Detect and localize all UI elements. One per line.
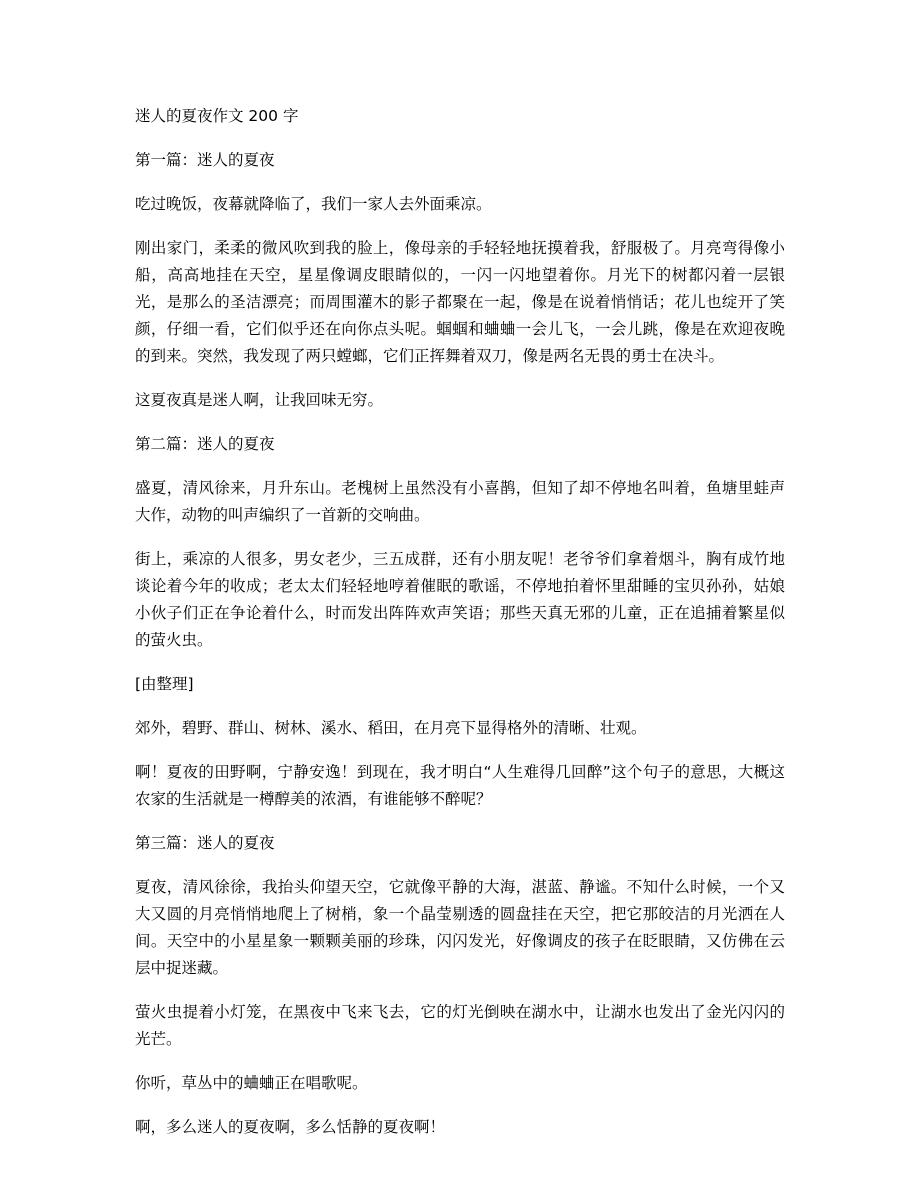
paragraph: 啊！夏夜的田野啊，宁静安逸！到现在，我才明白“人生难得几回醉”这个句子的意思，大概这农家的生活就是一樽醇美的浓酒，有谁能够不醉呢？ — [135, 763, 785, 808]
document-body — [135, 103, 785, 1158]
paragraph: 啊，多么迷人的夏夜啊，多么恬静的夏夜啊！ — [135, 1118, 446, 1136]
paragraph: 郊外，碧野、群山、树林、溪水、稻田，在月亮下显得格外的清晰、壮观。 — [135, 719, 647, 737]
paragraph: 这夏夜真是迷人啊，让我回味无穷。 — [135, 391, 384, 409]
paragraph: [由整理] — [135, 675, 194, 693]
section-heading: 第一篇：迷人的夏夜 — [135, 151, 275, 169]
section-heading: 第三篇：迷人的夏夜 — [135, 834, 275, 852]
paragraph: 萤火虫提着小灯笼，在黑夜中飞来飞去，它的灯光倒映在湖水中，让湖水也发出了金光闪闪的光芒。 — [135, 1003, 785, 1048]
paragraph: 街上，乘凉的人很多，男女老少，三五成群，还有小朋友呢！老爷爷们拿着烟斗，胸有成竹地谈论着今年的收成；老太太们轻轻地哼着催眠的歌谣，不停地拍着怀里甜睡的宝贝孙孙，姑娘小伙子们正在争论着什么，时而发出阵阵欢声笑语；那些天真无邪的儿童，正在追捕着繁星似的萤火虫。 — [135, 550, 785, 649]
paragraph: 吃过晚饭，夜幕就降临了，我们一家人去外面乘凉。 — [135, 195, 492, 213]
paragraph: 你听，草丛中的蛐蛐正在唱歌呢。 — [135, 1074, 368, 1092]
section-heading: 第二篇：迷人的夏夜 — [135, 435, 275, 453]
paragraph: 刚出家门，柔柔的微风吹到我的脸上，像母亲的手轻轻地抚摸着我，舒服极了。月亮弯得像小船，高高地挂在天空，星星像调皮眼睛似的，一闪一闪地望着你。月光下的树都闪着一层银光，是那么的圣洁漂亮；而周围灌木的影子都聚在一起，像是在说着悄悄话；花儿也绽开了笑颜，仔细一看，它们似乎还在向你点头呢。蝈蝈和蛐蛐一会儿飞，一会儿跳，像是在欢迎夜晚的到来。突然，我发现了两只螳螂，它们正挥舞着双刀，像是两名无畏的勇士在决斗。 — [135, 239, 785, 365]
paragraph: 盛夏，清风徐来，月升东山。老槐树上虽然没有小喜鹊，但知了却不停地名叫着，鱼塘里蛙声大作，动物的叫声编织了一首新的交响曲。 — [135, 479, 785, 524]
paragraph: 夏夜，清风徐徐，我抬头仰望天空，它就像平静的大海，湛蓝、静谧。不知什么时候，一个又大又圆的月亮悄悄地爬上了树梢，象一个晶莹剔透的圆盘挂在天空，把它那皎洁的月光洒在人间。天空中的小星星象一颗颗美丽的珍珠，闪闪发光，好像调皮的孩子在眨眼睛，又仿佛在云层中捉迷藏。 — [135, 878, 785, 977]
document-title: 迷人的夏夜作文 200 字 — [135, 107, 299, 125]
